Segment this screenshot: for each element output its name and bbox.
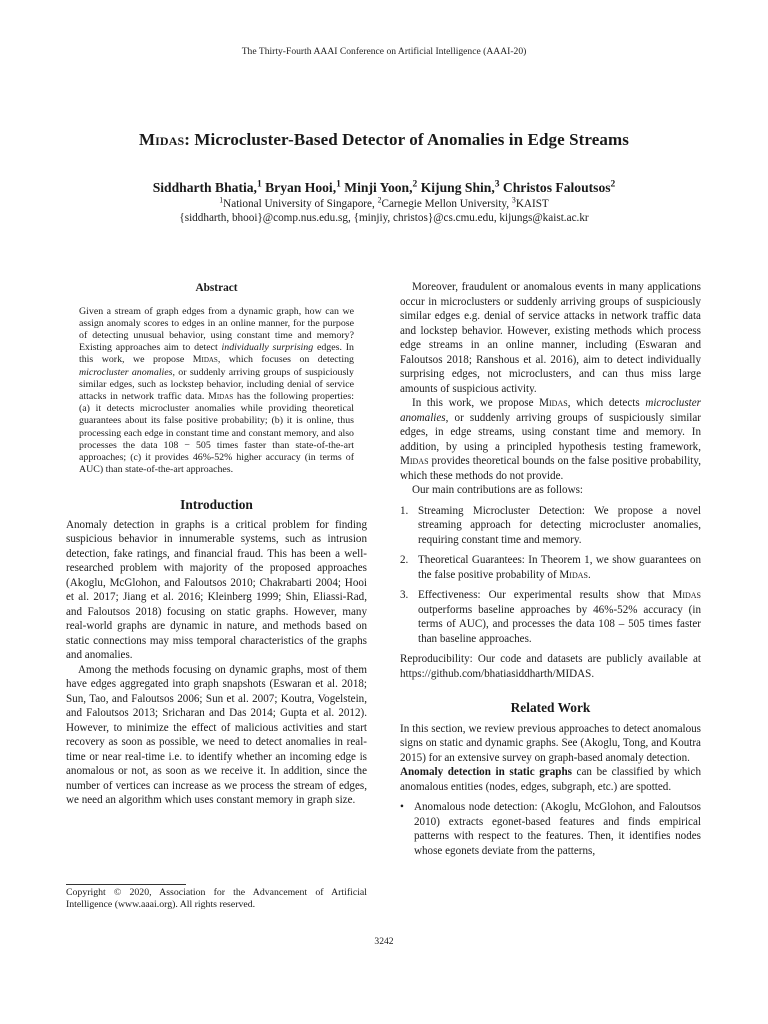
bullet-icon: • <box>400 801 404 813</box>
method-name: Midas <box>139 130 185 149</box>
abstract-heading: Abstract <box>195 282 238 294</box>
affil-sup: 2 <box>377 195 382 205</box>
conference-header: The Thirty-Fourth AAAI Conference on Artificial Intelligence (AAAI-20) <box>241 46 527 57</box>
list-item: 1. Streaming Microcluster Detection: We propose a novel streaming approach for detecting microcluster anomalies, requiring constant time and memory. <box>400 504 701 546</box>
author: Siddharth Bhatia, <box>152 180 257 195</box>
author-list <box>0 180 768 196</box>
related-paragraph-2: Anomaly detection in static graphs can be classified by which anomalous entities (nodes, edges, subgraph, etc.) are spotted. <box>400 766 701 793</box>
related-work-heading: Related Work <box>510 700 591 715</box>
intro-paragraph-1: Anomaly detection in graphs is a critical problem for finding suspicious behavior in innumerable systems, such as intrusion detection, fake ratings, and financial fraud. This has been a well-researched problem with majority of the proposed approaches (Akoglu, McGlohon, and Faloutsos 2010; Chakrabarti 2004; Hooi et al. 2017; Jiang et al. 2016; Kleinberg 1999; Shin, Eliassi-Rad, and Faloutsos 2018) focusing on static graphs. However, many real-world graphs are dynamic in nature, and methods based on static connections may miss temporal characteristics of the graphs and anomalies. <box>66 518 367 662</box>
reproducibility-note: Reproducibility: Our code and datasets are publicly available at https://github.com/bhatiasiddharth/MIDAS. <box>400 653 701 680</box>
title-rest: : Microcluster-Based Detector of Anomalies in Edge Streams <box>184 130 629 149</box>
author: Minji Yoon, <box>340 180 413 195</box>
author-sup: 3 <box>494 179 500 190</box>
author-sup: 2 <box>412 179 418 190</box>
introduction-heading: Introduction <box>180 497 253 513</box>
related-paragraph-1: In this section, we review previous approaches to detect anomalous signs on static and dynamic graphs. See (Akoglu, Tong, and Koutra 2015) for an extensive survey on graph-based anomaly detection. <box>400 722 701 764</box>
author: Kijung Shin, <box>417 180 495 195</box>
page-number: 3242 <box>374 936 394 947</box>
list-item: 2. Theoretical Guarantees: In Theorem 1, we show guarantees on the false positive probability of Midas. <box>400 554 701 581</box>
institution: Carnegie Mellon University, <box>381 198 512 210</box>
author: Christos Faloutsos <box>499 180 611 195</box>
right-column <box>400 280 701 864</box>
right-paragraph-2: In this work, we propose Midas, which detects microcluster anomalies, or suddenly arriving groups of suspiciously similar edges, in edge streams, using constant time and memory. In addition, by using a principled hypothesis testing framework, Midas provides theoretical bounds on the false positive probability, which these methods do not provide. <box>400 397 701 482</box>
affil-sup: 1 <box>219 195 224 205</box>
affil-sup: 3 <box>511 195 516 205</box>
author-emails: {siddharth, bhooi}@comp.nus.edu.sg, {minjiy, christos}@cs.cmu.edu, kijungs@kaist.ac.kr <box>179 212 589 224</box>
footnote-rule <box>66 884 186 885</box>
affiliations <box>0 197 768 225</box>
footnote <box>66 884 367 911</box>
right-paragraph-1: Moreover, fraudulent or anomalous events in many applications occur in microclusters or suddenly arriving groups of suspiciously similar edges e.g. denial of service attacks in network traffic data and lockstep behavior. However, existing methods which process edge streams in an online manner, including (Eswaran and Faloutsos 2018; Ranshous et al. 2016), aim to detect individually surprising edges, not microclusters, and can thus miss large amounts of suspicious activity. <box>400 281 701 395</box>
list-item: • Anomalous node detection: (Akoglu, McGlohon, and Faloutsos 2010) extracts egonet-based features and finds empirical patterns with respect to the features. Then, it identifies nodes whose egonets deviate from the patterns, <box>400 801 701 857</box>
institution: National University of Singapore, <box>223 198 378 210</box>
list-item: 3. Effectiveness: Our experimental results show that Midas outperforms baseline approaches by 46%-52% accuracy (in terms of AUC), and processes the data 108 – 505 times faster than baseline approaches. <box>400 589 701 645</box>
copyright-note: Copyright © 2020, Association for the Advancement of Artificial Intelligence (www.aaai.org). All rights reserved. <box>66 887 367 910</box>
contributions-list <box>400 504 701 647</box>
institutions <box>0 197 768 211</box>
paper-title <box>0 130 768 150</box>
left-column <box>66 281 367 808</box>
related-bullets <box>400 800 701 858</box>
abstract-text: Given a stream of graph edges from a dynamic graph, how can we assign anomaly scores to edges in an online manner, for the purpose of detecting unusual behavior, using constant time and memory? Existing approaches aim to detect individually surprising edges. In this work, we propose Midas, which focuses on detecting microcluster anomalies, or suddenly arriving groups of suspiciously similar edges, such as lockstep behavior, including denial of service attacks in network traffic data. Midas has the following properties: (a) it detects microcluster anomalies while providing theoretical guarantees about its false positive probability; (b) it is online, thus processing each edge in constant time and constant memory, and also processes the data 108 − 505 times faster than state-of-the-art approaches; (c) it provides 46%-52% higher accuracy (in terms of AUC) than state-of-the-art approaches. <box>79 305 355 476</box>
contributions-intro: Our main contributions are as follows: <box>412 484 583 496</box>
author: Bryan Hooi, <box>261 180 337 195</box>
author-sup: 2 <box>610 179 616 190</box>
author-sup: 1 <box>336 179 341 190</box>
author-sup: 1 <box>256 179 262 190</box>
institution: KAIST <box>515 198 549 210</box>
intro-paragraph-2: Among the methods focusing on dynamic graphs, most of them have edges aggregated into graph snapshots (Eswaran et al. 2018; Sun, Tao, and Faloutsos 2006; Sun et al. 2007; Koutra, Vogelstein, and Faloutsos 2013; Sricharan and Das 2014; Gupta et al. 2012). However, to minimize the effect of malicious activities and start recovery as soon as possible, we need to detect anomalies in real-time or near real-time i.e. to identify whether an incoming edge is anomalous or not, as soon as we receive it. In addition, since the number of vertices can increase as we process the stream of edges, we need an algorithm which uses constant memory in graph size. <box>66 663 367 807</box>
